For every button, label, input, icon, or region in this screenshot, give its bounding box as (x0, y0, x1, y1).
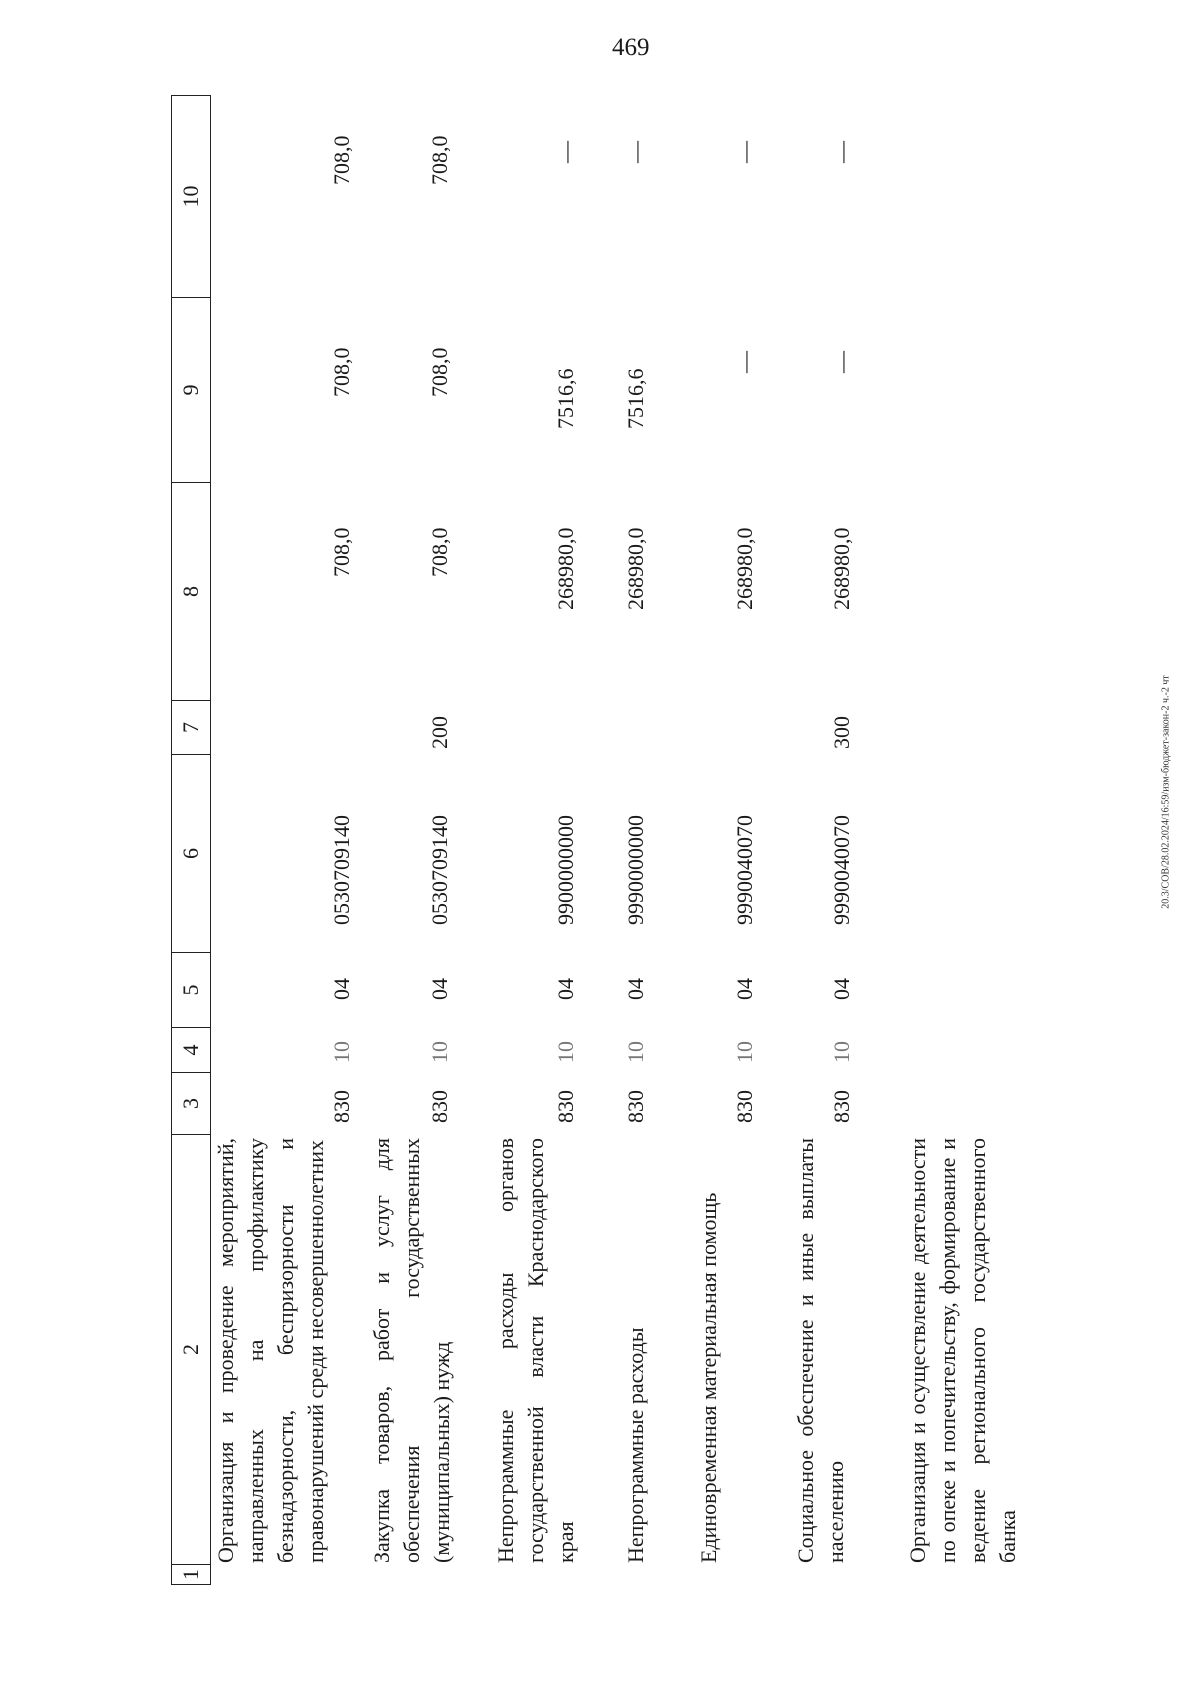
header-col-5: 5 (172, 953, 210, 1028)
cell-col10: — (732, 141, 757, 163)
row-name: Непрограммные расходы (623, 1327, 648, 1563)
cell-col10: 708,0 (329, 135, 354, 185)
cell-col6: 9990000000 (623, 815, 648, 925)
table-row (491, 85, 617, 1585)
table-header (171, 95, 211, 1585)
header-col-9: 9 (172, 298, 210, 483)
row-name: Закупка товаров, работ и услуг для обеспечения государственных (муниципальных) нужд (369, 1138, 454, 1563)
cell-col8: 268980,0 (829, 527, 854, 610)
header-col-4: 4 (172, 1028, 210, 1073)
cell-col8: 708,0 (329, 527, 354, 577)
cell-col3: 830 (732, 1090, 757, 1123)
cell-col9: 7516,6 (623, 368, 648, 429)
cell-col10: — (829, 141, 854, 163)
header-col-10: 10 (172, 95, 210, 298)
table-row (903, 85, 1033, 1585)
cell-col4: 10 (829, 1041, 854, 1063)
cell-col6: 9900000000 (553, 815, 578, 925)
cell-col9: 7516,6 (553, 368, 578, 429)
cell-col6: 9990040070 (829, 815, 854, 925)
cell-col5: 04 (732, 978, 757, 1000)
cell-col8: 268980,0 (553, 527, 578, 610)
cell-col9: 708,0 (427, 347, 452, 397)
cell-col9: 708,0 (329, 347, 354, 397)
cell-col6: 9990040070 (732, 815, 757, 925)
row-name: Организация и осуществление деятельности по опеке и попечительству, формирование и ведение регионального государственного банка (905, 1138, 1020, 1563)
header-col-2: 2 (172, 1135, 210, 1565)
table-row (621, 85, 691, 1585)
cell-col4: 10 (553, 1041, 578, 1063)
cell-col9: — (829, 351, 854, 373)
header-col-8: 8 (172, 483, 210, 701)
cell-col6: 0530709140 (427, 815, 452, 925)
header-col-6: 6 (172, 755, 210, 953)
cell-col4: 10 (732, 1041, 757, 1063)
cell-col10: — (553, 141, 578, 163)
cell-col4: 10 (623, 1041, 648, 1063)
cell-col3: 830 (427, 1090, 452, 1123)
cell-col9: — (732, 351, 757, 373)
cell-col7: 200 (427, 716, 452, 749)
row-name: Социальное обеспечение и иные выплаты населению (793, 1138, 848, 1563)
cell-col3: 830 (329, 1090, 354, 1123)
budget-table (171, 85, 1051, 1585)
cell-col3: 830 (623, 1090, 648, 1123)
table-row (211, 85, 357, 1585)
header-col-7: 7 (172, 701, 210, 755)
header-col-3: 3 (172, 1073, 210, 1135)
cell-col10: — (623, 141, 648, 163)
table-row (694, 85, 794, 1585)
row-name: Организация и проведение мероприятий, направленных на профилактику безнадзорности, беспризорности и правонарушений среди несовершеннолетних (213, 1138, 328, 1563)
cell-col4: 10 (427, 1041, 452, 1063)
cell-col7: 300 (829, 716, 854, 749)
cell-col5: 04 (329, 978, 354, 1000)
cell-col3: 830 (553, 1090, 578, 1123)
cell-col10: 708,0 (427, 135, 452, 185)
cell-col4: 10 (329, 1041, 354, 1063)
page-number: 469 (612, 34, 650, 61)
row-name: Единовременная материальная помощь (696, 1192, 721, 1563)
cell-col3: 830 (829, 1090, 854, 1123)
table-row (367, 85, 493, 1585)
cell-col5: 04 (427, 978, 452, 1000)
header-col-1: 1 (172, 1565, 210, 1585)
table-row (791, 85, 891, 1585)
cell-col8: 268980,0 (623, 527, 648, 610)
cell-col5: 04 (553, 978, 578, 1000)
cell-col8: 708,0 (427, 527, 452, 577)
row-name: Непрограммные расходы органов государственной власти Краснодарского края (493, 1138, 578, 1563)
cell-col6: 0530709140 (329, 815, 354, 925)
cell-col5: 04 (829, 978, 854, 1000)
footer-code: 20.3/СОВ/28.02.2024/16:59/изм-бюджет-закон-2 ч.-2 чт (1160, 675, 1172, 909)
cell-col8: 268980,0 (732, 527, 757, 610)
cell-col5: 04 (623, 978, 648, 1000)
